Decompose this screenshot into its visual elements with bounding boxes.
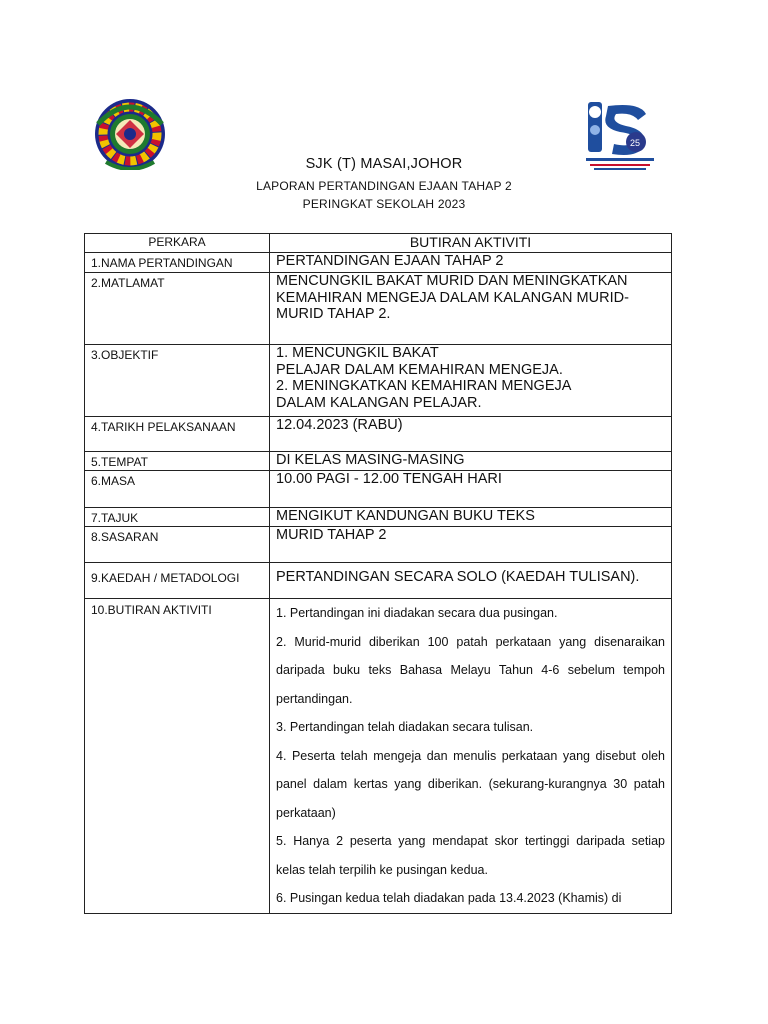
row-value bbox=[270, 563, 672, 599]
row-value bbox=[270, 273, 672, 345]
activity-item: 1. Pertandingan ini diadakan secara dua pusingan. bbox=[276, 606, 558, 620]
svg-text:25: 25 bbox=[630, 138, 641, 148]
table-row bbox=[85, 563, 672, 599]
value-line: 12.04.2023 (RABU) bbox=[276, 417, 403, 433]
value-line: DI KELAS MASING-MASING bbox=[276, 452, 465, 468]
row-value bbox=[270, 471, 672, 508]
activity-item: 4. Peserta telah mengeja dan menulis perkataan yang disebut oleh panel dalam kertas yang diberikan. (sekurang-kurangnya 30 patah perkataan) bbox=[276, 748, 665, 820]
value-line: MURID TAHAP 2 bbox=[276, 527, 387, 543]
row-label: 6.MASA bbox=[85, 471, 270, 508]
table-row bbox=[85, 452, 672, 471]
row-label: 10.BUTIRAN AKTIVITI bbox=[85, 599, 270, 914]
value-line: PERTANDINGAN EJAAN TAHAP 2 bbox=[276, 253, 504, 269]
table-row bbox=[85, 508, 672, 527]
table-row-activity bbox=[85, 599, 672, 914]
row-label: 5.TEMPAT bbox=[85, 452, 270, 471]
report-level: PERINGKAT SEKOLAH 2023 bbox=[302, 197, 466, 211]
row-label: 7.TAJUK bbox=[85, 508, 270, 527]
value-line: 10.00 PAGI - 12.00 TENGAH HARI bbox=[276, 471, 502, 487]
report-table bbox=[84, 233, 672, 914]
row-label: 4.TARIKH PELAKSANAAN bbox=[85, 417, 270, 452]
table-row bbox=[85, 527, 672, 563]
table-row bbox=[85, 253, 672, 273]
activity-item: 2. Murid-murid diberikan 100 patah perkataan yang disenaraikan daripada buku teks Bahasa Melayu Tahun 4-6 sebelum tempoh pertandingan. bbox=[276, 634, 665, 706]
row-value bbox=[270, 452, 672, 471]
table-row bbox=[85, 417, 672, 452]
row-value bbox=[270, 345, 672, 417]
row-label: 3.OBJEKTIF bbox=[85, 345, 270, 417]
value-line: PERTANDINGAN SECARA SOLO (KAEDAH TULISAN). bbox=[276, 569, 640, 585]
activity-item: 3. Pertandingan telah diadakan secara tulisan. bbox=[276, 720, 534, 734]
value-line: DALAM KALANGAN PELAJAR. bbox=[276, 394, 482, 411]
value-line: KEMAHIRAN MENGEJA DALAM KALANGAN MURID- bbox=[276, 289, 629, 306]
school-name: SJK (T) MASAI,JOHOR bbox=[305, 156, 463, 172]
value-line: MENCUNGKIL BAKAT MURID DAN MENINGKATKAN bbox=[276, 273, 628, 289]
row-value bbox=[270, 253, 672, 273]
table-header-row bbox=[85, 234, 672, 253]
row-label: 9.KAEDAH / METADOLOGI bbox=[85, 563, 270, 599]
table-row bbox=[85, 471, 672, 508]
table-row bbox=[85, 273, 672, 345]
value-line: 1. MENCUNGKIL BAKAT bbox=[276, 345, 439, 361]
table-row bbox=[85, 345, 672, 417]
row-label: 1.NAMA PERTANDINGAN bbox=[85, 253, 270, 273]
activity-details bbox=[270, 599, 672, 914]
value-line: MENGIKUT KANDUNGAN BUKU TEKS bbox=[276, 508, 535, 524]
row-value bbox=[270, 417, 672, 452]
row-value bbox=[270, 508, 672, 527]
header-perkara: PERKARA bbox=[85, 234, 270, 253]
row-label: 8.SASARAN bbox=[85, 527, 270, 563]
value-line: PELAJAR DALAM KEMAHIRAN MENGEJA. bbox=[276, 361, 563, 378]
report-title: LAPORAN PERTANDINGAN EJAAN TAHAP 2 bbox=[256, 179, 512, 193]
value-line: MURID TAHAP 2. bbox=[276, 306, 391, 322]
activity-item: 6. Pusingan kedua telah diadakan pada 13.4.2023 (Khamis) di bbox=[276, 891, 622, 905]
row-label: 2.MATLAMAT bbox=[85, 273, 270, 345]
row-value bbox=[270, 527, 672, 563]
activity-item: 5. Hanya 2 peserta yang mendapat skor tertinggi daripada setiap kelas telah terpilih ke pusingan kedua. bbox=[276, 834, 665, 877]
header-butiran: BUTIRAN AKTIVITI bbox=[270, 234, 672, 253]
value-line: 2. MENINGKATKAN KEMAHIRAN MENGEJA bbox=[276, 378, 572, 394]
